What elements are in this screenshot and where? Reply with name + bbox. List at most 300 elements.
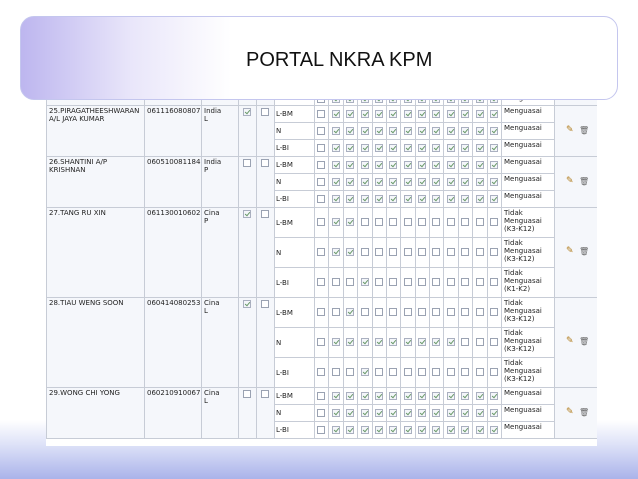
student-3-row-1-check-6[interactable] <box>404 338 412 346</box>
student-1-row-1-check-1[interactable] <box>332 178 340 186</box>
student-0-row-1-check-9[interactable] <box>447 127 455 135</box>
student-3-row-0-check-1[interactable] <box>332 308 340 316</box>
level-label: L-BI <box>276 144 289 152</box>
student-name: 29.WONG CHI YONG <box>49 389 120 397</box>
student-2-row-1-check-11[interactable] <box>476 248 484 256</box>
student-4-row-1-check-1[interactable] <box>332 409 340 417</box>
status-text: Tidak Menguasai (K3-K12) <box>504 239 542 263</box>
student-1-race <box>201 156 239 208</box>
student-race: India <box>204 158 222 166</box>
student-4-ic <box>144 387 202 439</box>
student-1-check-b[interactable] <box>261 159 269 167</box>
student-2-row-0-check-6[interactable] <box>404 218 412 226</box>
student-0-row-2-check-0[interactable] <box>317 144 325 152</box>
student-0-check-b[interactable] <box>261 108 269 116</box>
student-0-row-2-check-11[interactable] <box>476 144 484 152</box>
level-label: L-BI <box>276 368 289 377</box>
student-4-check-b[interactable] <box>261 390 269 398</box>
student-ic: 061116080807 <box>147 107 201 115</box>
student-4-row-2-level <box>274 421 315 439</box>
student-0-row-1-check-10[interactable] <box>461 127 469 135</box>
student-race: Cina <box>204 389 220 397</box>
student-3-check-a-cell <box>238 297 257 388</box>
student-1-row-2-check-3[interactable] <box>361 195 369 203</box>
student-0-row-1-check-4[interactable] <box>375 127 383 135</box>
student-2-row-0-check-4[interactable] <box>375 218 383 226</box>
student-0-row-0-check-11[interactable] <box>476 110 484 118</box>
student-3-row-0-check-12[interactable] <box>490 308 498 316</box>
student-1-ic <box>144 156 202 208</box>
pencil-icon[interactable]: ✎ <box>566 246 574 256</box>
student-0-row-2-status <box>501 139 555 157</box>
student-1-row-2-check-1[interactable] <box>332 195 340 203</box>
level-label: L-BM <box>276 110 293 118</box>
student-3-row-1-check-5[interactable] <box>389 338 397 346</box>
student-3-race <box>201 297 239 388</box>
student-3-name <box>46 297 145 388</box>
student-0-row-1-check-6[interactable] <box>404 127 412 135</box>
student-1-row-0-check-4[interactable] <box>375 161 383 169</box>
student-1-row-0-check-5[interactable] <box>389 161 397 169</box>
student-3-row-2-check-6[interactable] <box>404 368 412 376</box>
student-2-row-2-level <box>274 267 315 298</box>
student-1-row-1-check-0[interactable] <box>317 178 325 186</box>
student-0-row-2-check-1[interactable] <box>332 144 340 152</box>
student-name: 28.TIAU WENG SOON <box>49 299 124 307</box>
trash-icon[interactable]: 🗑 <box>579 177 590 186</box>
student-4-row-1-check-7[interactable] <box>418 409 426 417</box>
student-4-row-1-check-0[interactable] <box>317 409 325 417</box>
student-4-row-0-status <box>501 387 555 405</box>
student-0-row-0-status <box>501 105 555 123</box>
student-1-row-0-check-10[interactable] <box>461 161 469 169</box>
student-2-row-0-level <box>274 207 315 238</box>
level-label: N <box>276 178 282 186</box>
student-3-row-2-check-3[interactable] <box>361 368 369 376</box>
student-0-row-2-check-5[interactable] <box>389 144 397 152</box>
student-4-row-1-check-12[interactable] <box>490 409 498 417</box>
student-2-ic <box>144 207 202 298</box>
student-2-row-1-check-5[interactable] <box>389 248 397 256</box>
status-text: Menguasai <box>504 158 542 166</box>
student-4-row-2-check-0[interactable] <box>317 426 325 434</box>
student-3-row-2-check-8[interactable] <box>432 368 440 376</box>
student-2-row-0-check-0[interactable] <box>317 218 325 226</box>
student-3-row-1-check-12[interactable] <box>490 338 498 346</box>
student-4-row-2-check-3[interactable] <box>361 426 369 434</box>
student-4-race <box>201 387 239 439</box>
student-3-row-2-check-1[interactable] <box>332 368 340 376</box>
student-2-row-2-check-1[interactable] <box>332 278 340 286</box>
student-3-row-0-check-3[interactable] <box>361 308 369 316</box>
table-body <box>46 94 597 446</box>
student-4-row-0-check-4[interactable] <box>375 392 383 400</box>
student-1-row-2-status <box>501 190 555 208</box>
student-1-row-0-check-11[interactable] <box>476 161 484 169</box>
student-4-row-0-check-3[interactable] <box>361 392 369 400</box>
student-4-row-1-check-3[interactable] <box>361 409 369 417</box>
student-1-row-0-check-9[interactable] <box>447 161 455 169</box>
student-4-row-0-check-5[interactable] <box>389 392 397 400</box>
student-3-row-0-check-2[interactable] <box>346 308 354 316</box>
student-1-row-1-check-7[interactable] <box>418 178 426 186</box>
student-1-row-2-check-9[interactable] <box>447 195 455 203</box>
student-2-row-1-check-6[interactable] <box>404 248 412 256</box>
pencil-icon[interactable]: ✎ <box>566 336 574 346</box>
student-4-row-2-check-8[interactable] <box>432 426 440 434</box>
status-text: Menguasai <box>504 423 542 431</box>
student-4-row-2-check-4[interactable] <box>375 426 383 434</box>
trash-icon[interactable]: 🗑 <box>579 337 590 346</box>
student-0-row-2-check-8[interactable] <box>432 144 440 152</box>
student-2-row-1-check-7[interactable] <box>418 248 426 256</box>
student-2-row-2-check-2[interactable] <box>346 278 354 286</box>
student-4-row-1-check-4[interactable] <box>375 409 383 417</box>
student-4-row-1-status <box>501 404 555 422</box>
student-4-check-a[interactable] <box>243 390 251 398</box>
level-label: L-BI <box>276 426 289 434</box>
student-4-row-2-check-12[interactable] <box>490 426 498 434</box>
student-3-row-2-check-2[interactable] <box>346 368 354 376</box>
student-1-row-0-check-0[interactable] <box>317 161 325 169</box>
student-1-row-2-level <box>274 190 315 208</box>
student-3-row-2-check-12[interactable] <box>490 368 498 376</box>
student-0-row-0-check-5[interactable] <box>389 110 397 118</box>
student-1-row-2-check-6[interactable] <box>404 195 412 203</box>
student-3-row-2-status <box>501 357 555 388</box>
student-race: Cina <box>204 209 220 217</box>
student-0-row-1-check-2[interactable] <box>346 127 354 135</box>
student-1-row-0-check-12[interactable] <box>490 161 498 169</box>
student-4-row-1-check-6[interactable] <box>404 409 412 417</box>
student-2-row-1-check-1[interactable] <box>332 248 340 256</box>
student-1-row-2-check-12[interactable] <box>490 195 498 203</box>
trash-icon[interactable]: 🗑 <box>579 408 590 417</box>
student-0-row-0-check-3[interactable] <box>361 110 369 118</box>
student-gender: L <box>204 115 208 123</box>
student-4-row-2-check-7[interactable] <box>418 426 426 434</box>
student-2-row-1-check-0[interactable] <box>317 248 325 256</box>
student-4-row-0-check-9[interactable] <box>447 392 455 400</box>
student-3-row-1-check-7[interactable] <box>418 338 426 346</box>
student-0-ic <box>144 105 202 157</box>
student-4-row-0-check-7[interactable] <box>418 392 426 400</box>
student-3-row-0-level <box>274 297 315 328</box>
student-0-row-0-check-9[interactable] <box>447 110 455 118</box>
student-4-row-0-check-2[interactable] <box>346 392 354 400</box>
student-4-row-0-check-8[interactable] <box>432 392 440 400</box>
student-2-row-0-check-3[interactable] <box>361 218 369 226</box>
student-0-check-a[interactable] <box>243 108 251 116</box>
student-2-row-2-check-9[interactable] <box>447 278 455 286</box>
student-0-name <box>46 105 145 157</box>
student-name: 26.SHANTINI A/P KRISHNAN <box>49 158 108 174</box>
student-4-row-1-check-10[interactable] <box>461 409 469 417</box>
student-4-row-0-check-11[interactable] <box>476 392 484 400</box>
student-1-row-1-check-11[interactable] <box>476 178 484 186</box>
student-3-ic <box>144 297 202 388</box>
student-3-row-0-check-4[interactable] <box>375 308 383 316</box>
student-1-row-1-check-9[interactable] <box>447 178 455 186</box>
student-1-row-1-check-12[interactable] <box>490 178 498 186</box>
student-2-row-2-check-7[interactable] <box>418 278 426 286</box>
student-4-row-0-check-0[interactable] <box>317 392 325 400</box>
student-1-row-2-check-8[interactable] <box>432 195 440 203</box>
student-0-row-1-check-12[interactable] <box>490 127 498 135</box>
student-3-row-1-check-0[interactable] <box>317 338 325 346</box>
student-1-row-0-status <box>501 156 555 174</box>
student-3-row-2-level <box>274 357 315 388</box>
student-2-name <box>46 207 145 298</box>
student-2-check-a[interactable] <box>243 210 251 218</box>
student-1-row-1-check-8[interactable] <box>432 178 440 186</box>
student-0-row-1-check-7[interactable] <box>418 127 426 135</box>
student-race: India <box>204 107 222 115</box>
student-1-row-0-check-2[interactable] <box>346 161 354 169</box>
student-3-row-0-check-7[interactable] <box>418 308 426 316</box>
level-label: L-BI <box>276 195 289 203</box>
student-3-row-0-check-11[interactable] <box>476 308 484 316</box>
student-1-row-2-check-10[interactable] <box>461 195 469 203</box>
student-3-check-b-cell <box>256 297 275 388</box>
student-1-row-1-check-3[interactable] <box>361 178 369 186</box>
student-0-row-0-check-4[interactable] <box>375 110 383 118</box>
student-2-row-0-check-10[interactable] <box>461 218 469 226</box>
student-1-row-2-check-4[interactable] <box>375 195 383 203</box>
student-2-row-0-check-2[interactable] <box>346 218 354 226</box>
student-3-row-0-check-10[interactable] <box>461 308 469 316</box>
student-3-actions <box>554 297 597 388</box>
student-0-row-1-check-1[interactable] <box>332 127 340 135</box>
student-4-row-0-check-12[interactable] <box>490 392 498 400</box>
student-3-row-1-check-1[interactable] <box>332 338 340 346</box>
student-0-row-0-check-6[interactable] <box>404 110 412 118</box>
student-2-row-0-check-8[interactable] <box>432 218 440 226</box>
status-text: Tidak Menguasai (K3-K12) <box>504 359 542 383</box>
status-text: Menguasai <box>504 389 542 397</box>
level-label: L-BM <box>276 308 293 317</box>
status-text: Menguasai <box>504 124 542 132</box>
student-3-row-2-check-7[interactable] <box>418 368 426 376</box>
student-1-row-2-check-11[interactable] <box>476 195 484 203</box>
student-2-row-0-check-9[interactable] <box>447 218 455 226</box>
level-label: N <box>276 409 282 417</box>
student-1-row-2-check-0[interactable] <box>317 195 325 203</box>
student-4-row-1-check-8[interactable] <box>432 409 440 417</box>
student-gender: P <box>204 166 209 174</box>
student-1-row-2-check-5[interactable] <box>389 195 397 203</box>
student-3-row-1-check-9[interactable] <box>447 338 455 346</box>
student-4-name <box>46 387 145 439</box>
student-0-row-1-status <box>501 122 555 140</box>
student-0-row-1-check-5[interactable] <box>389 127 397 135</box>
trash-icon[interactable]: 🗑 <box>579 247 590 256</box>
trash-icon[interactable]: 🗑 <box>579 126 590 135</box>
student-4-row-2-check-10[interactable] <box>461 426 469 434</box>
level-label: N <box>276 248 282 257</box>
student-0-row-2-check-6[interactable] <box>404 144 412 152</box>
student-4-row-0-check-1[interactable] <box>332 392 340 400</box>
student-ic: 060210910067 <box>147 389 201 397</box>
student-3-row-1-check-8[interactable] <box>432 338 440 346</box>
pencil-icon[interactable]: ✎ <box>566 407 574 417</box>
student-4-row-0-check-10[interactable] <box>461 392 469 400</box>
student-1-row-1-check-2[interactable] <box>346 178 354 186</box>
student-1-row-1-check-4[interactable] <box>375 178 383 186</box>
student-0-row-0-check-10[interactable] <box>461 110 469 118</box>
status-text: Menguasai <box>504 192 542 200</box>
student-0-row-0-check-8[interactable] <box>432 110 440 118</box>
student-1-row-0-check-3[interactable] <box>361 161 369 169</box>
student-1-row-0-check-7[interactable] <box>418 161 426 169</box>
student-3-row-2-check-5[interactable] <box>389 368 397 376</box>
student-4-row-1-check-5[interactable] <box>389 409 397 417</box>
student-2-row-1-check-3[interactable] <box>361 248 369 256</box>
student-3-row-1-check-2[interactable] <box>346 338 354 346</box>
student-3-check-a[interactable] <box>243 300 251 308</box>
student-3-row-0-check-0[interactable] <box>317 308 325 316</box>
level-label: L-BM <box>276 392 293 400</box>
student-1-actions <box>554 156 597 208</box>
student-name: 25.PIRAGATHEESHWARAN A/L JAYA KUMAR <box>49 107 140 123</box>
student-2-race <box>201 207 239 298</box>
student-2-row-0-check-5[interactable] <box>389 218 397 226</box>
student-1-row-1-status <box>501 173 555 191</box>
student-2-row-1-check-9[interactable] <box>447 248 455 256</box>
student-0-row-1-check-11[interactable] <box>476 127 484 135</box>
student-2-row-0-check-12[interactable] <box>490 218 498 226</box>
student-2-row-2-check-3[interactable] <box>361 278 369 286</box>
student-3-check-b[interactable] <box>261 300 269 308</box>
student-1-row-1-check-10[interactable] <box>461 178 469 186</box>
student-table <box>46 94 597 446</box>
student-1-row-1-check-6[interactable] <box>404 178 412 186</box>
student-2-check-a-cell <box>238 207 257 298</box>
student-3-row-0-check-8[interactable] <box>432 308 440 316</box>
student-1-row-0-check-6[interactable] <box>404 161 412 169</box>
student-2-row-2-check-0[interactable] <box>317 278 325 286</box>
pencil-icon[interactable]: ✎ <box>566 125 574 135</box>
student-4-row-1-check-11[interactable] <box>476 409 484 417</box>
level-label: L-BI <box>276 278 289 287</box>
student-ic: 061130010602 <box>147 209 201 217</box>
student-4-row-0-check-6[interactable] <box>404 392 412 400</box>
student-2-row-1-check-4[interactable] <box>375 248 383 256</box>
student-2-row-2-check-8[interactable] <box>432 278 440 286</box>
student-1-row-0-level <box>274 156 315 174</box>
student-4-row-1-check-9[interactable] <box>447 409 455 417</box>
student-4-row-2-check-5[interactable] <box>389 426 397 434</box>
pencil-icon[interactable]: ✎ <box>566 176 574 186</box>
student-4-row-2-check-2[interactable] <box>346 426 354 434</box>
student-0-row-0-check-12[interactable] <box>490 110 498 118</box>
student-0-row-1-check-0[interactable] <box>317 127 325 135</box>
student-0-row-0-check-2[interactable] <box>346 110 354 118</box>
student-3-row-2-check-10[interactable] <box>461 368 469 376</box>
student-2-row-0-check-1[interactable] <box>332 218 340 226</box>
student-0-row-2-check-4[interactable] <box>375 144 383 152</box>
student-2-row-2-check-10[interactable] <box>461 278 469 286</box>
student-4-row-2-check-9[interactable] <box>447 426 455 434</box>
student-0-row-1-level <box>274 122 315 140</box>
student-0-row-0-check-1[interactable] <box>332 110 340 118</box>
student-4-row-2-check-11[interactable] <box>476 426 484 434</box>
student-1-row-0-check-1[interactable] <box>332 161 340 169</box>
student-0-race <box>201 105 239 157</box>
student-3-row-1-check-3[interactable] <box>361 338 369 346</box>
student-4-row-2-check-6[interactable] <box>404 426 412 434</box>
student-0-row-2-check-7[interactable] <box>418 144 426 152</box>
student-3-row-0-check-6[interactable] <box>404 308 412 316</box>
student-3-row-2-check-0[interactable] <box>317 368 325 376</box>
student-1-row-2-check-7[interactable] <box>418 195 426 203</box>
student-4-row-1-check-2[interactable] <box>346 409 354 417</box>
student-2-actions <box>554 207 597 298</box>
student-3-row-1-status <box>501 327 555 358</box>
student-2-row-0-check-11[interactable] <box>476 218 484 226</box>
student-1-row-1-level <box>274 173 315 191</box>
status-text: Tidak Menguasai (K3-K12) <box>504 329 542 353</box>
student-3-row-2-check-9[interactable] <box>447 368 455 376</box>
student-ic: 060414080253 <box>147 299 201 307</box>
student-2-row-1-check-12[interactable] <box>490 248 498 256</box>
student-3-row-0-check-5[interactable] <box>389 308 397 316</box>
student-3-row-2-check-4[interactable] <box>375 368 383 376</box>
status-text: Menguasai <box>504 107 542 115</box>
student-gender: P <box>204 217 209 225</box>
student-2-check-b-cell <box>256 207 275 298</box>
student-4-row-0-level <box>274 387 315 405</box>
student-2-row-0-check-7[interactable] <box>418 218 426 226</box>
student-0-row-2-check-12[interactable] <box>490 144 498 152</box>
student-0-row-0-check-0[interactable] <box>317 110 325 118</box>
student-2-row-2-check-12[interactable] <box>490 278 498 286</box>
student-4-row-2-status <box>501 421 555 439</box>
student-0-row-1-check-8[interactable] <box>432 127 440 135</box>
student-2-check-b[interactable] <box>261 210 269 218</box>
student-3-row-2-check-11[interactable] <box>476 368 484 376</box>
student-2-row-2-check-11[interactable] <box>476 278 484 286</box>
student-3-row-0-check-9[interactable] <box>447 308 455 316</box>
student-0-row-2-check-2[interactable] <box>346 144 354 152</box>
status-text: Tidak Menguasai (K1-K2) <box>504 269 542 293</box>
student-0-row-0-check-7[interactable] <box>418 110 426 118</box>
student-0-row-2-check-9[interactable] <box>447 144 455 152</box>
student-0-row-2-check-10[interactable] <box>461 144 469 152</box>
student-1-row-0-check-8[interactable] <box>432 161 440 169</box>
title-banner <box>20 16 618 100</box>
student-3-row-1-check-4[interactable] <box>375 338 383 346</box>
student-4-row-2-check-1[interactable] <box>332 426 340 434</box>
student-0-row-2-check-3[interactable] <box>361 144 369 152</box>
student-2-row-1-check-2[interactable] <box>346 248 354 256</box>
student-1-row-1-check-5[interactable] <box>389 178 397 186</box>
student-4-row-1-level <box>274 404 315 422</box>
student-2-row-2-check-5[interactable] <box>389 278 397 286</box>
student-0-row-1-check-3[interactable] <box>361 127 369 135</box>
student-1-check-a[interactable] <box>243 159 251 167</box>
page-title: PORTAL NKRA KPM <box>246 49 433 71</box>
student-2-row-1-check-8[interactable] <box>432 248 440 256</box>
student-1-row-2-check-2[interactable] <box>346 195 354 203</box>
student-2-row-2-check-4[interactable] <box>375 278 383 286</box>
student-2-row-2-check-6[interactable] <box>404 278 412 286</box>
student-gender: L <box>204 397 208 405</box>
student-2-row-1-check-10[interactable] <box>461 248 469 256</box>
student-3-row-1-check-10[interactable] <box>461 338 469 346</box>
student-3-row-1-check-11[interactable] <box>476 338 484 346</box>
student-2-row-0-status <box>501 207 555 238</box>
